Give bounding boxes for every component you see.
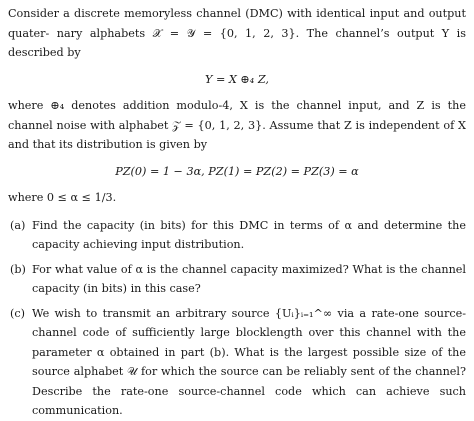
question-list xyxy=(8,216,466,421)
question-marker-c: (c) xyxy=(10,306,25,320)
question-marker-b: (b) xyxy=(10,262,26,276)
question-text-a: Find the capacity (in bits) for this DMC in terms of α and determine the capacity achieving input distribution. xyxy=(32,218,466,251)
noise-description-paragraph xyxy=(8,96,466,155)
question-item-a xyxy=(8,216,466,255)
question-text-b: For what value of α is the channel capacity maximized? What is the channel capacity (in bits) in this case? xyxy=(32,262,466,295)
intro-line-2: nary alphabets 𝒳 = 𝒴 = {0, 1, 2, 3}. The channel’s output Y is described by xyxy=(8,26,466,59)
question-item-b xyxy=(8,260,466,299)
alpha-range-text: where 0 ≤ α ≤ 1/3. xyxy=(8,191,117,204)
noise-line-2: noise with alphabet 𝒵 = {0, 1, 2, 3}. Assume that Z is independent of X and that its xyxy=(8,118,467,151)
noise-line-1: where ⊕₄ denotes addition modulo-4, X is the channel input, and Z is the channel xyxy=(8,99,466,132)
question-text-c: We wish to transmit an arbitrary source {Uᵢ}ᵢ₌₁^∞ via a rate-one source-channel code of sufficiently large blocklength over this channel with the parameter α obtained in part (b). What is the largest possible size of the source alphabet 𝒰 for which the source can be reliably sent of the channel? Describe the rate-one source-channel code which can achieve such communication. xyxy=(32,306,466,417)
question-marker-a: (a) xyxy=(10,218,26,232)
noise-line-3: distribution is given by xyxy=(76,138,208,151)
noise-distribution-equation: P𝑍(0) = 1 − 3α, P𝑍(1) = P𝑍(2) = P𝑍(3) = α xyxy=(115,164,359,178)
intro-paragraph xyxy=(8,4,466,63)
intro-line-1: Consider a discrete memoryless channel (DMC) with identical input and output quater- xyxy=(8,7,466,40)
channel-equation: Y = X ⊕₄ Z, xyxy=(205,72,269,86)
